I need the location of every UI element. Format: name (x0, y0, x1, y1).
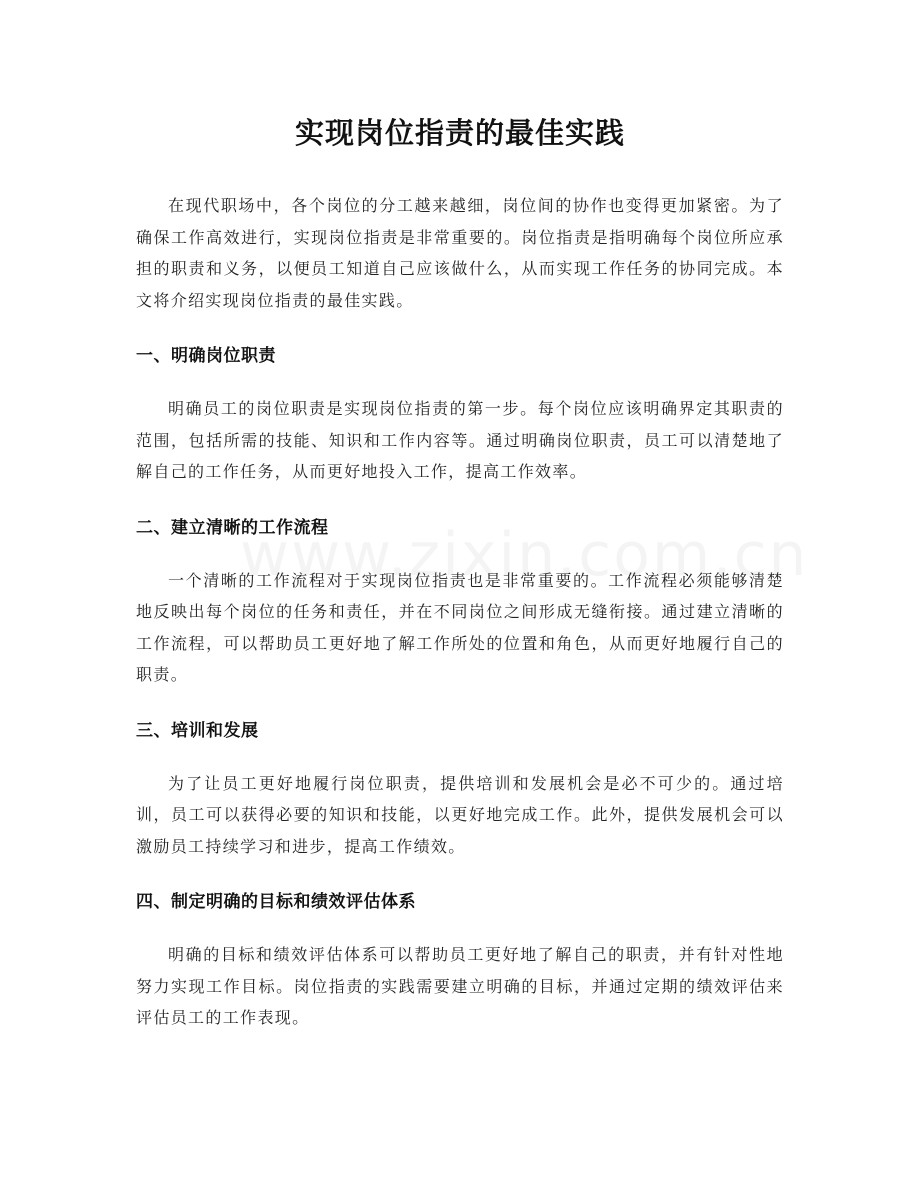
section-heading-1: 一、明确岗位职责 (136, 346, 276, 366)
document-content (136, 110, 784, 1034)
document-title: 实现岗位指责的最佳实践 (294, 116, 625, 150)
section-heading-4: 四、制定明确的目标和绩效评估体系 (136, 892, 416, 912)
section-body-2: 一个清晰的工作流程对于实现岗位指责也是非常重要的。工作流程必须能够清楚地反映出每个岗位的任务和责任，并在不同岗位之间形成无缝衔接。通过建立清晰的工作流程，可以帮助员工更好地了解工作所处的位置和角色，从而更好地履行自己的职责。 (136, 570, 784, 684)
section-body-3: 为了让员工更好地履行岗位职责，提供培训和发展机会是必不可少的。通过培训，员工可以获得必要的知识和技能，以更好地完成工作。此外，提供发展机会可以激励员工持续学习和进步，提高工作绩效。 (136, 773, 784, 856)
section-heading-3: 三、培训和发展 (136, 720, 259, 741)
section-heading-2: 二、建立清晰的工作流程 (136, 517, 329, 538)
section-body-4: 明确的目标和绩效评估体系可以帮助员工更好地了解自己的职责，并有针对性地努力实现工作目标。岗位指责的实践需要建立明确的目标，并通过定期的绩效评估来评估员工的工作表现。 (136, 945, 784, 1027)
section-body-1: 明确员工的岗位职责是实现岗位指责的第一步。每个岗位应该明确界定其职责的范围，包括所需的技能、知识和工作内容等。通过明确岗位职责，员工可以清楚地了解自己的工作任务，从而更好地投入工作，提高工作效率。 (136, 399, 784, 481)
intro-paragraph: 在现代职场中，各个岗位的分工越来越细，岗位间的协作也变得更加紧密。为了确保工作高效进行，实现岗位指责是非常重要的。岗位指责是指明确每个岗位所应承担的职责和义务，以便员工知道自己应该做什么，从而实现工作任务的协同完成。本文将介绍实现岗位指责的最佳实践。 (136, 196, 784, 310)
